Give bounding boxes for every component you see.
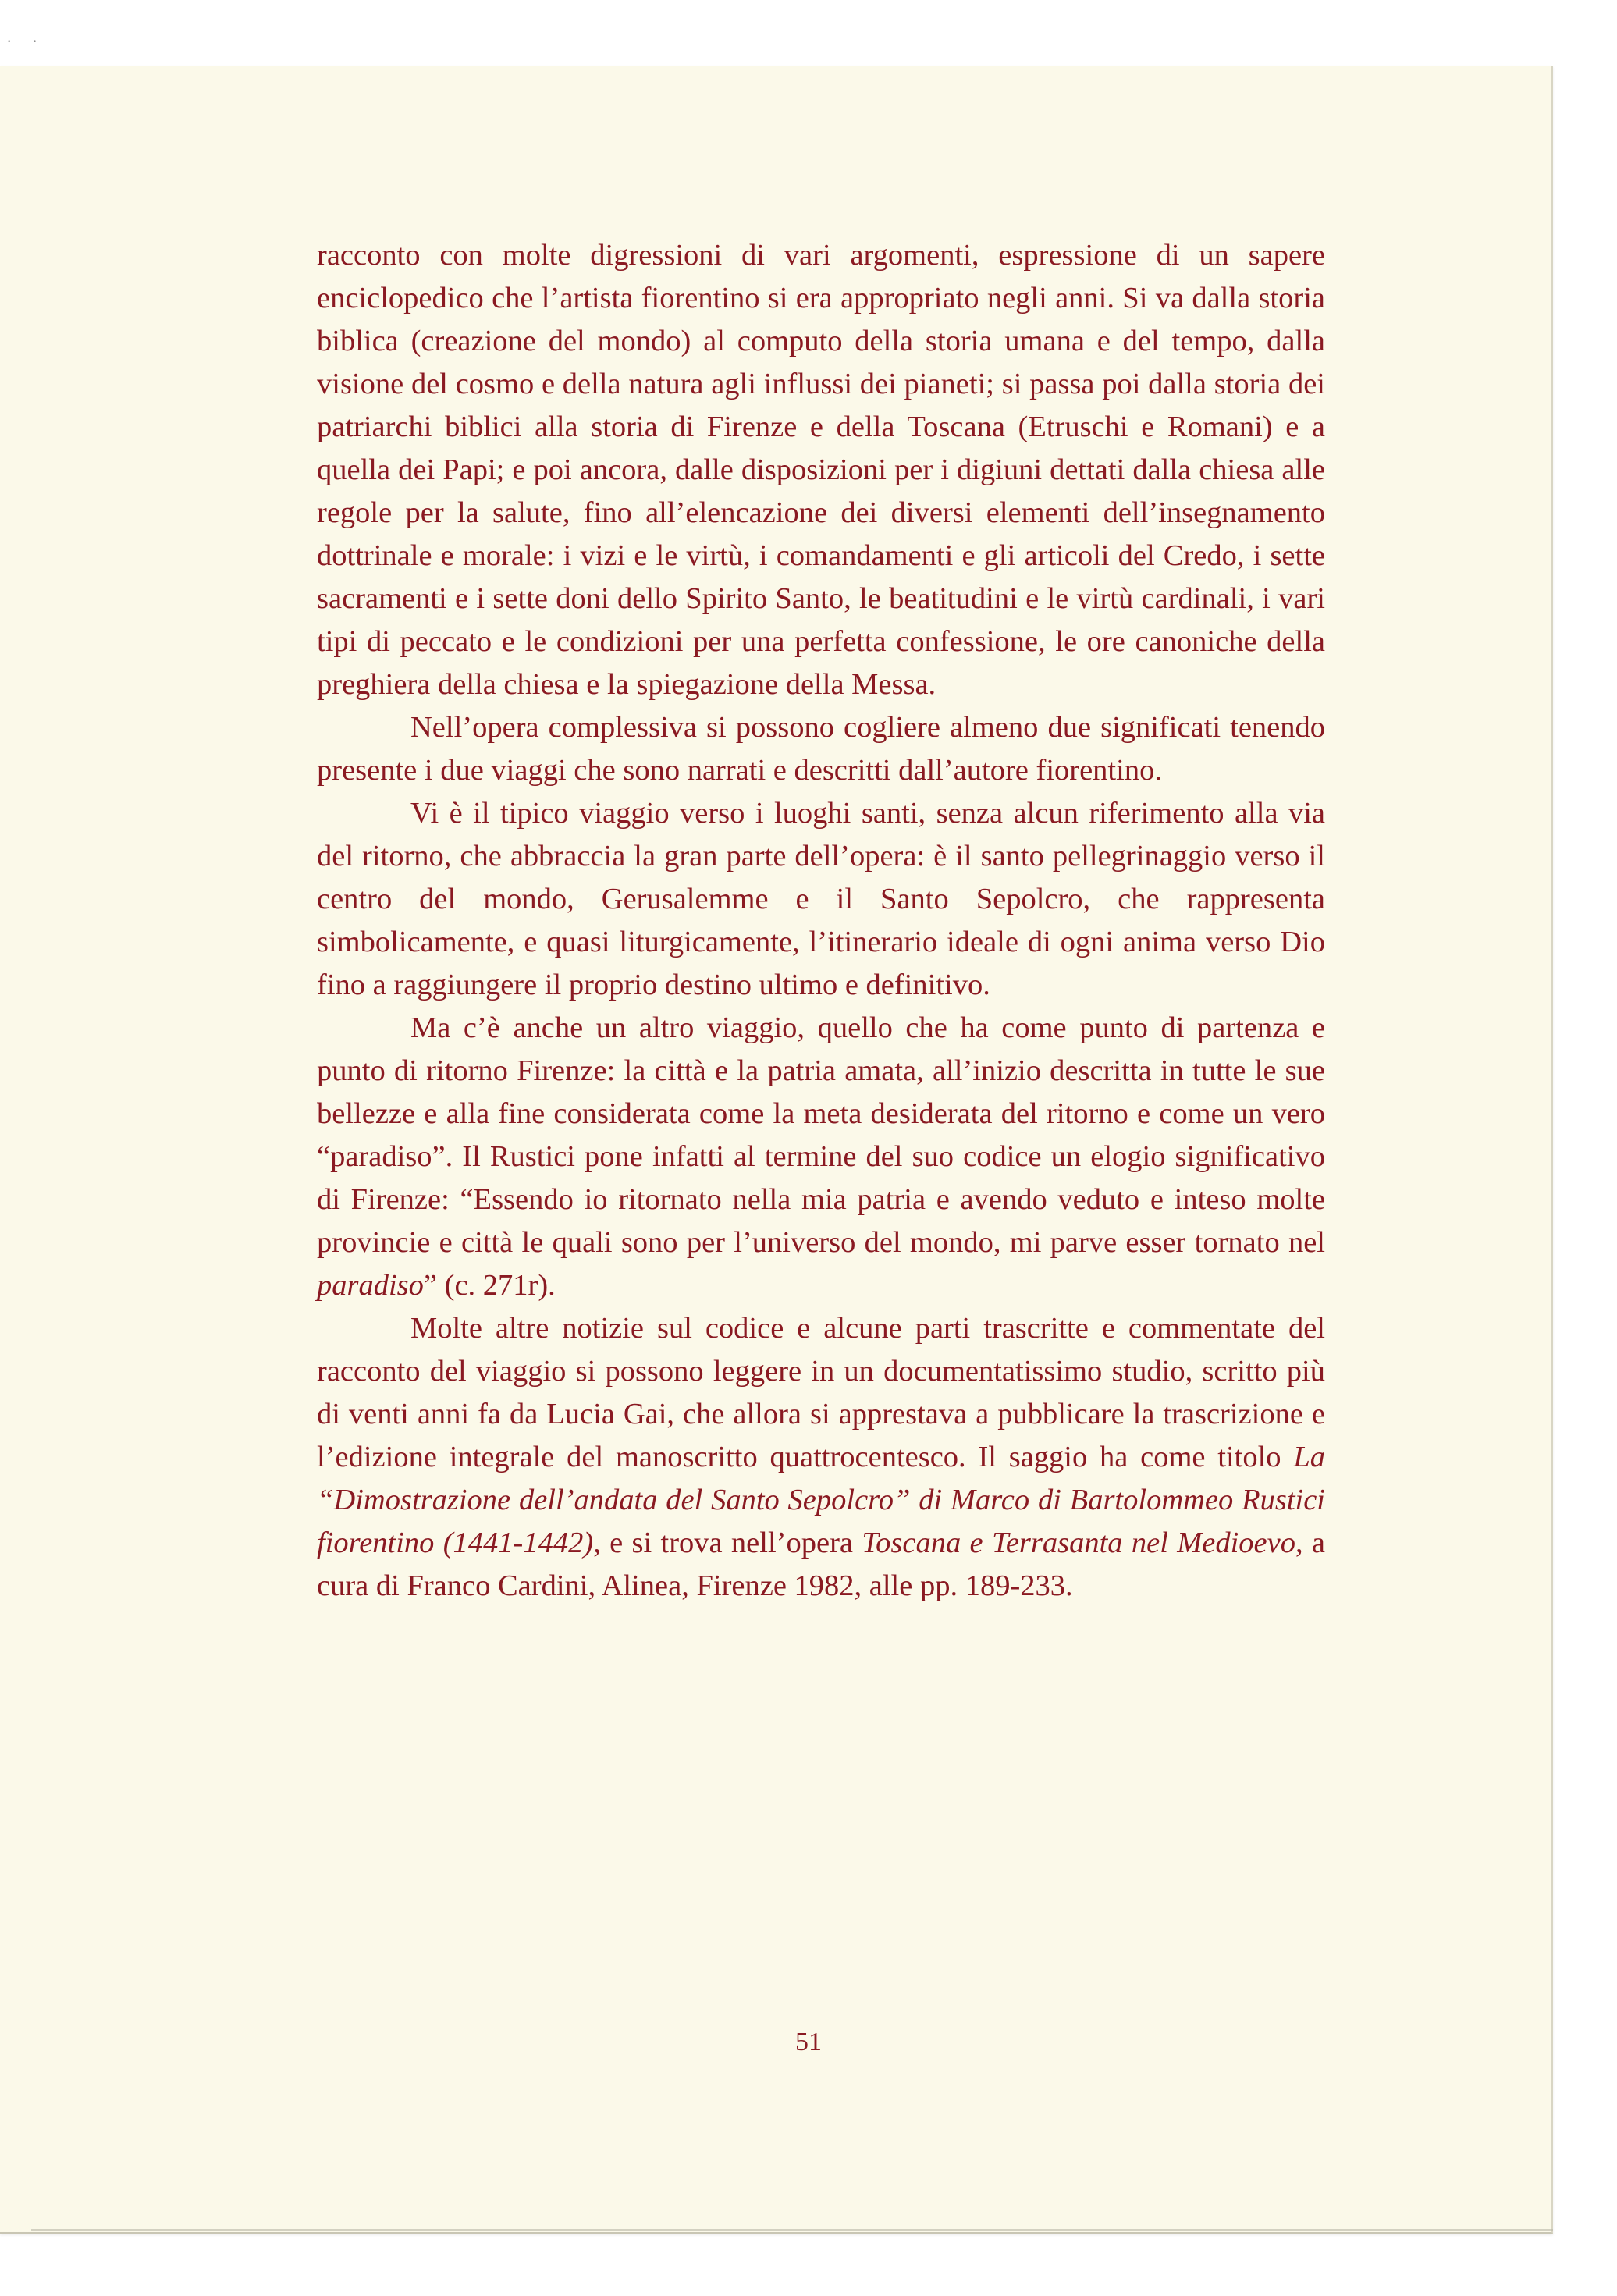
paragraph-text: Vi è il tipico viaggio verso i luoghi santi, senza alcun riferimento alla via del ritorno, che abbraccia la gran parte dell’opera: è il santo pellegrinaggio verso il centro del mondo, Gerusalemme e il Santo Sepolcro, che rappresenta simbolicamente, e quasi liturgicamente, l’itinerario ideale di ogni anima verso Dio fino a raggiungere il proprio destino ultimo e definitivo. xyxy=(317,797,1325,1001)
italic-term: paradiso xyxy=(317,1269,424,1302)
paragraph-5 xyxy=(317,1307,1325,1608)
page-number: 51 xyxy=(795,2028,822,2056)
paragraph-1 xyxy=(317,234,1325,706)
paragraph-4 xyxy=(317,1007,1325,1307)
paragraph-2 xyxy=(317,706,1325,792)
paragraph-text: Ma c’è anche un altro viaggio, quello che ha come punto di partenza e punto di ritorno Firenze: la città e la patria amata, all’inizio descritta in tutte le sue bellezze e alla fine considerata come la meta desiderata del ritorno e come un vero “paradiso”. Il Rustici pone infatti al termine del suo codice un elogio significativo di Firenze: “Essendo io ritornato nella mia patria e avendo veduto e inteso molte provincie e città le quali sono per l’universo del mondo, mi parve esser tornato nel xyxy=(317,1011,1325,1259)
paragraph-text: Nell’opera complessiva si possono cogliere almeno due significati tenendo presente i due viaggi che sono narrati e descritti dall’autore fiorentino. xyxy=(317,711,1325,787)
page-edge-shadow xyxy=(31,2229,1553,2231)
paragraph-text: ” (c. 271r). xyxy=(423,1269,556,1302)
scan-artifact-dots: · · xyxy=(6,31,46,51)
italic-title: La “Dimostrazione dell’andata del Santo Sepolcro” di Marco di Bartolommeo Rustici fiorentino (1441-1442) xyxy=(317,1441,1325,1559)
italic-title: Toscana e Terrasanta nel Medioevo xyxy=(862,1527,1295,1559)
paragraph-text: Molte altre notizie sul codice e alcune parti trascritte e commentate del racconto del viaggio si possono leggere in un documentatissimo studio, scritto più di venti anni fa da Lucia Gai, che allora si apprestava a pubblicare la trascrizione e l’edizione integrale del manoscritto quattrocentesco. Il saggio ha come titolo xyxy=(317,1312,1325,1473)
paragraph-text: , e si trova nell’opera xyxy=(593,1527,862,1559)
body-text xyxy=(317,234,1325,1608)
paragraph-text: , a cura di Franco Cardini, Alinea, Firenze 1982, alle pp. 189-233. xyxy=(317,1527,1326,1602)
paragraph-text: racconto con molte digressioni di vari argomenti, espressione di un sapere enciclopedico che l’artista fiorentino si era appropriato negli anni. Si va dalla storia biblica (creazione del mondo) al computo della storia umana e del tempo, dalla visione del cosmo e della natura agli influssi dei pianeti; si passa poi dalla storia dei patriarchi biblici alla storia di Firenze e della Toscana (Etruschi e Romani) e a quella dei Papi; e poi ancora, dalle disposizioni per i digiuni dettati dalla chiesa alle regole per la salute, fino all’elencazione dei diversi elementi dell’insegnamento dottrinale e morale: i vizi e le virtù, i comandamenti e gli articoli del Credo, i sette sacramenti e i sette doni dello Spirito Santo, le beatitudini e le virtù cardinali, i vari tipi di peccato e le condizioni per una perfetta confessione, le ore canoniche della preghiera della chiesa e la spiegazione della Messa. xyxy=(317,239,1325,701)
paragraph-3 xyxy=(317,792,1325,1007)
